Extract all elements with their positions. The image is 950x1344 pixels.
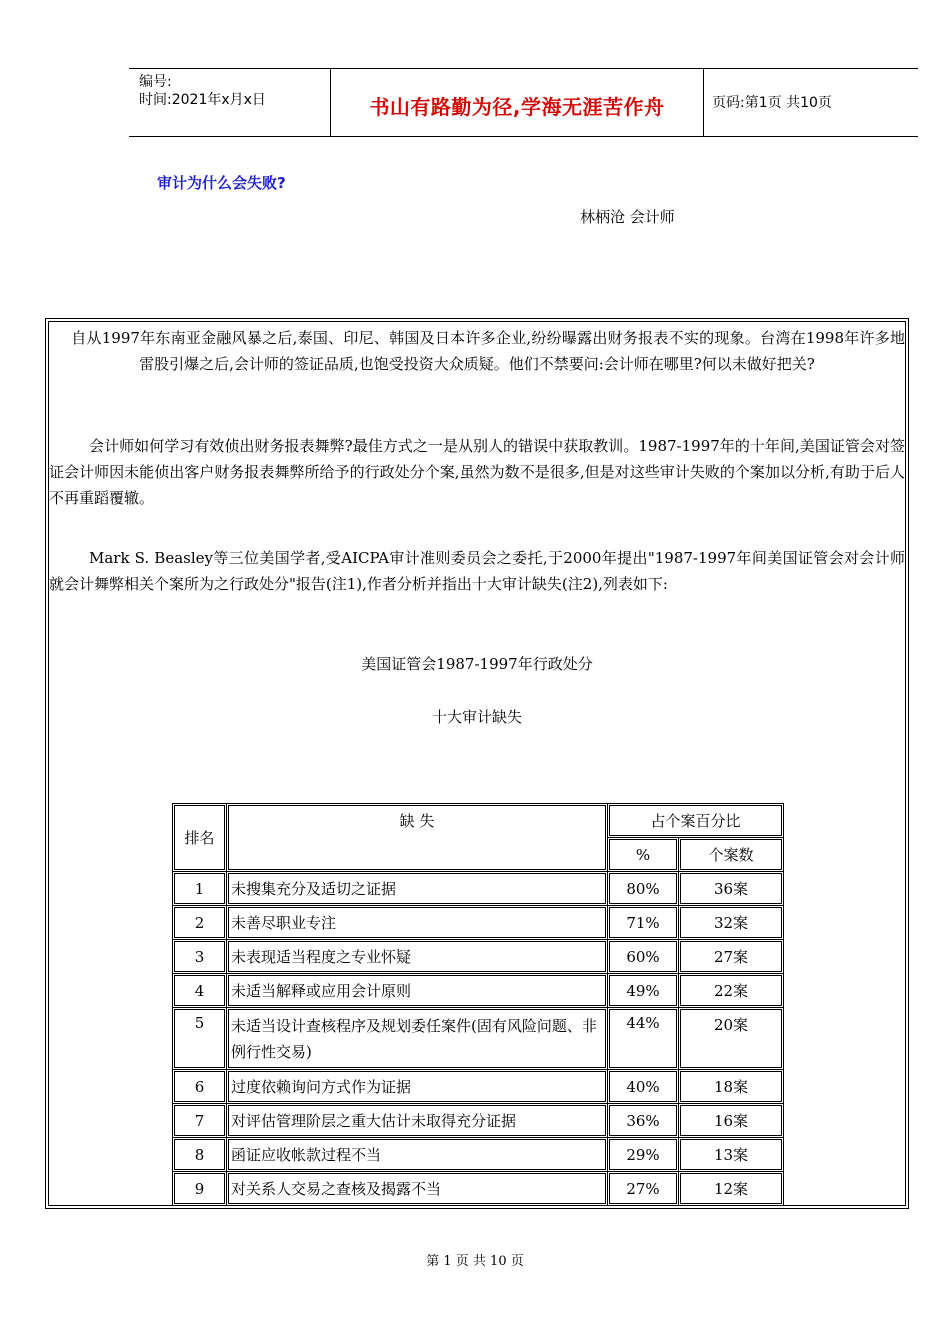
row-cases: 13案	[679, 1138, 784, 1172]
table-row	[173, 940, 784, 974]
table-row	[173, 1172, 784, 1206]
row-rank: 7	[173, 1104, 227, 1138]
row-rank: 5	[173, 1008, 227, 1070]
deficiency-table	[172, 803, 784, 1206]
row-rank: 2	[173, 906, 227, 940]
table-row	[173, 974, 784, 1008]
row-deficiency: 过度依赖询问方式作为证据	[227, 1070, 608, 1104]
header-share: 占个案百分比	[608, 804, 784, 838]
row-percent: 80%	[608, 872, 679, 906]
row-cases: 18案	[679, 1070, 784, 1104]
table-caption-2: 十大审计缺失	[431, 708, 522, 726]
row-deficiency: 函证应收帐款过程不当	[227, 1138, 608, 1172]
table-row	[173, 906, 784, 940]
paragraph-2: 会计师如何学习有效侦出财务报表舞弊?最佳方式之一是从别人的错误中获取教训。1987-1997年的十年间,美国证管会对签证会计师因未能侦出客户财务报表舞弊所给予的行政处分个案,虽然为数不是很多,但是对这些审计失败的个案加以分析,有助于后人不再重蹈覆辙。	[49, 437, 905, 507]
table-row	[173, 1104, 784, 1138]
row-cases: 32案	[679, 906, 784, 940]
time-label: 时间:2021年x月x日	[139, 92, 266, 108]
number-label: 编号:	[139, 74, 172, 90]
table-row	[173, 1138, 784, 1172]
row-percent: 60%	[608, 940, 679, 974]
row-percent: 27%	[608, 1172, 679, 1206]
page-header	[129, 68, 918, 137]
table-row	[173, 1008, 784, 1070]
row-percent: 49%	[608, 974, 679, 1008]
row-cases: 16案	[679, 1104, 784, 1138]
header-percent: %	[608, 838, 679, 872]
row-rank: 1	[173, 872, 227, 906]
row-percent: 40%	[608, 1070, 679, 1104]
row-deficiency: 未善尽职业专注	[227, 906, 608, 940]
row-rank: 4	[173, 974, 227, 1008]
row-percent: 71%	[608, 906, 679, 940]
paragraph-3: Mark S. Beasley等三位美国学者,受AICPA审计准则委员会之委托,于2000年提出"1987-1997年间美国证管会对会计师就会计舞弊相关个案所为之行政处分"报告(注1),作者分析并指出十大审计缺失(注2),列表如下:	[49, 549, 905, 593]
table-row	[173, 1070, 784, 1104]
row-rank: 9	[173, 1172, 227, 1206]
header-info-cell	[129, 69, 331, 136]
table-caption-1: 美国证管会1987-1997年行政处分	[361, 655, 593, 673]
table-header-row	[173, 804, 784, 838]
row-deficiency: 未适当解释或应用会计原则	[227, 974, 608, 1008]
motto-text: 书山有路勤为径,学海无涯苦作舟	[369, 95, 665, 119]
row-cases: 27案	[679, 940, 784, 974]
row-rank: 3	[173, 940, 227, 974]
header-page-cell	[704, 69, 918, 136]
row-deficiency: 未搜集充分及适切之证据	[227, 872, 608, 906]
header-cases: 个案数	[679, 838, 784, 872]
header-motto-cell	[331, 69, 704, 136]
page-footer: 第 1 页 共 10 页	[426, 1254, 524, 1269]
row-deficiency: 对评估管理阶层之重大估计未取得充分证据	[227, 1104, 608, 1138]
row-rank: 8	[173, 1138, 227, 1172]
row-cases: 22案	[679, 974, 784, 1008]
row-deficiency: 未表现适当程度之专业怀疑	[227, 940, 608, 974]
row-deficiency: 对关系人交易之查核及揭露不当	[227, 1172, 608, 1206]
paragraph-1: 自从1997年东南亚金融风暴之后,泰国、印尼、韩国及日本许多企业,纷纷曝露出财务报表不实的现象。台湾在1998年许多地雷股引爆之后,会计师的签证品质,也饱受投资大众质疑。他们不禁要问:会计师在哪里?何以未做好把关?	[71, 329, 905, 373]
row-cases: 20案	[679, 1008, 784, 1070]
table-row	[173, 872, 784, 906]
row-cases: 12案	[679, 1172, 784, 1206]
article-title: 审计为什么会失败?	[157, 174, 286, 192]
header-deficiency: 缺 失	[227, 804, 608, 872]
row-cases: 36案	[679, 872, 784, 906]
row-deficiency: 未适当设计查核程序及规划委任案件(固有风险问题、非例行性交易)	[227, 1008, 608, 1070]
article-body	[45, 318, 909, 1209]
row-rank: 6	[173, 1070, 227, 1104]
row-percent: 36%	[608, 1104, 679, 1138]
row-percent: 29%	[608, 1138, 679, 1172]
article-author: 林柄沧 会计师	[580, 208, 675, 226]
row-percent: 44%	[608, 1008, 679, 1070]
page-label: 页码:第1页 共10页	[712, 95, 832, 111]
header-rank: 排名	[173, 804, 227, 872]
